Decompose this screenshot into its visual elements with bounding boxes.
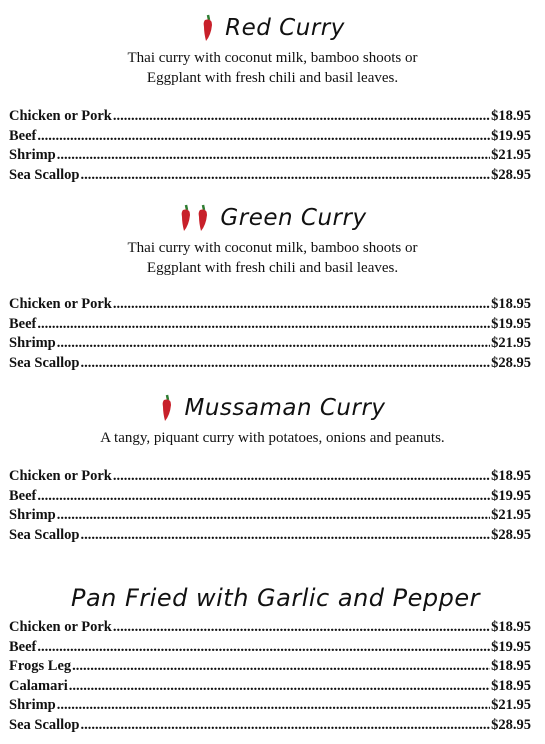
leader-dots <box>37 487 490 507</box>
item-price: $18.95 <box>491 468 531 484</box>
item-name: Sea Scallop <box>9 526 80 543</box>
menu-item <box>9 506 531 526</box>
item-name: Beef <box>9 638 37 655</box>
leader-dots <box>113 618 490 638</box>
section-title: Red Curry <box>225 15 345 41</box>
item-price: $21.95 <box>491 335 531 351</box>
menu-item <box>9 487 531 507</box>
item-price: $21.95 <box>491 507 531 523</box>
item-name: Shrimp <box>9 507 56 523</box>
menu-item <box>9 127 531 147</box>
menu-item <box>9 716 531 736</box>
item-price: $18.95 <box>491 658 531 674</box>
item-price: $28.95 <box>491 716 531 733</box>
leader-dots <box>57 696 490 716</box>
item-name: Shrimp <box>9 147 56 163</box>
item-price: $18.95 <box>491 108 531 124</box>
leader-dots <box>37 127 490 147</box>
item-name: Beef <box>9 487 37 504</box>
item-price: $19.95 <box>491 638 531 655</box>
menu-item <box>9 146 531 166</box>
item-name: Chicken or Pork <box>9 296 112 312</box>
chili-pepper-icon <box>178 203 193 233</box>
item-name: Sea Scallop <box>9 354 80 371</box>
section-description <box>0 238 545 278</box>
menu-item <box>9 618 531 638</box>
leader-dots <box>57 506 490 526</box>
item-price: $21.95 <box>491 147 531 163</box>
menu-items-green-curry <box>9 295 531 373</box>
menu-item <box>9 166 531 186</box>
item-name: Shrimp <box>9 697 56 713</box>
menu-item <box>9 315 531 335</box>
chili-pepper-icon <box>200 13 215 43</box>
section-mussaman-curry <box>0 390 545 448</box>
item-name: Chicken or Pork <box>9 468 112 484</box>
menu-items-mussaman-curry <box>9 467 531 545</box>
menu-items-pan-fried <box>9 618 531 735</box>
menu-item <box>9 677 531 697</box>
chili-pepper-icon <box>195 203 210 233</box>
item-name: Chicken or Pork <box>9 619 112 635</box>
leader-dots <box>113 295 490 315</box>
leader-dots <box>37 638 490 658</box>
leader-dots <box>69 677 490 697</box>
leader-dots <box>113 467 490 487</box>
item-name: Frogs Leg <box>9 658 72 674</box>
section-title: Green Curry <box>220 205 367 231</box>
leader-dots <box>81 354 491 374</box>
leader-dots <box>37 315 490 335</box>
item-price: $18.95 <box>491 619 531 635</box>
description-line: Eggplant with fresh chili and basil leaves. <box>146 260 399 276</box>
item-price: $18.95 <box>491 677 531 694</box>
menu-item <box>9 467 531 487</box>
leader-dots <box>113 107 490 127</box>
item-price: $28.95 <box>491 354 531 371</box>
menu-item <box>9 334 531 354</box>
menu-item <box>9 354 531 374</box>
item-name: Calamari <box>9 677 68 694</box>
section-title: Mussaman Curry <box>184 395 386 421</box>
menu-item <box>9 638 531 658</box>
section-title: Pan Fried with Garlic and Pepper <box>71 584 480 612</box>
section-description <box>0 48 545 88</box>
item-price: $28.95 <box>491 526 531 543</box>
item-name: Beef <box>9 127 37 144</box>
menu-items-red-curry <box>9 107 531 185</box>
item-price: $19.95 <box>491 315 531 332</box>
item-name: Chicken or Pork <box>9 108 112 124</box>
item-price: $19.95 <box>491 487 531 504</box>
item-price: $21.95 <box>491 697 531 713</box>
menu-item <box>9 295 531 315</box>
item-name: Sea Scallop <box>9 166 80 183</box>
section-green-curry <box>0 200 545 278</box>
leader-dots <box>81 166 491 186</box>
leader-dots <box>72 657 490 677</box>
description-line: A tangy, piquant curry with potatoes, onions and peanuts. <box>100 430 445 446</box>
section-description <box>0 428 545 448</box>
description-line: Eggplant with fresh chili and basil leaves. <box>146 70 399 86</box>
item-name: Beef <box>9 315 37 332</box>
section-header <box>0 200 545 236</box>
menu-item <box>9 696 531 716</box>
leader-dots <box>57 146 490 166</box>
item-name: Shrimp <box>9 335 56 351</box>
section-red-curry <box>0 10 545 88</box>
item-price: $19.95 <box>491 127 531 144</box>
leader-dots <box>81 526 491 546</box>
leader-dots <box>81 716 491 736</box>
item-price: $18.95 <box>491 296 531 312</box>
section-header <box>0 580 545 616</box>
item-price: $28.95 <box>491 166 531 183</box>
menu-item <box>9 657 531 677</box>
menu-item <box>9 526 531 546</box>
leader-dots <box>57 334 490 354</box>
description-line: Thai curry with coconut milk, bamboo shoots or <box>127 240 418 256</box>
item-name: Sea Scallop <box>9 716 80 733</box>
section-header <box>0 10 545 46</box>
menu-item <box>9 107 531 127</box>
chili-pepper-icon <box>159 393 174 423</box>
section-header <box>0 390 545 426</box>
section-pan-fried <box>0 580 545 616</box>
description-line: Thai curry with coconut milk, bamboo shoots or <box>127 50 418 66</box>
